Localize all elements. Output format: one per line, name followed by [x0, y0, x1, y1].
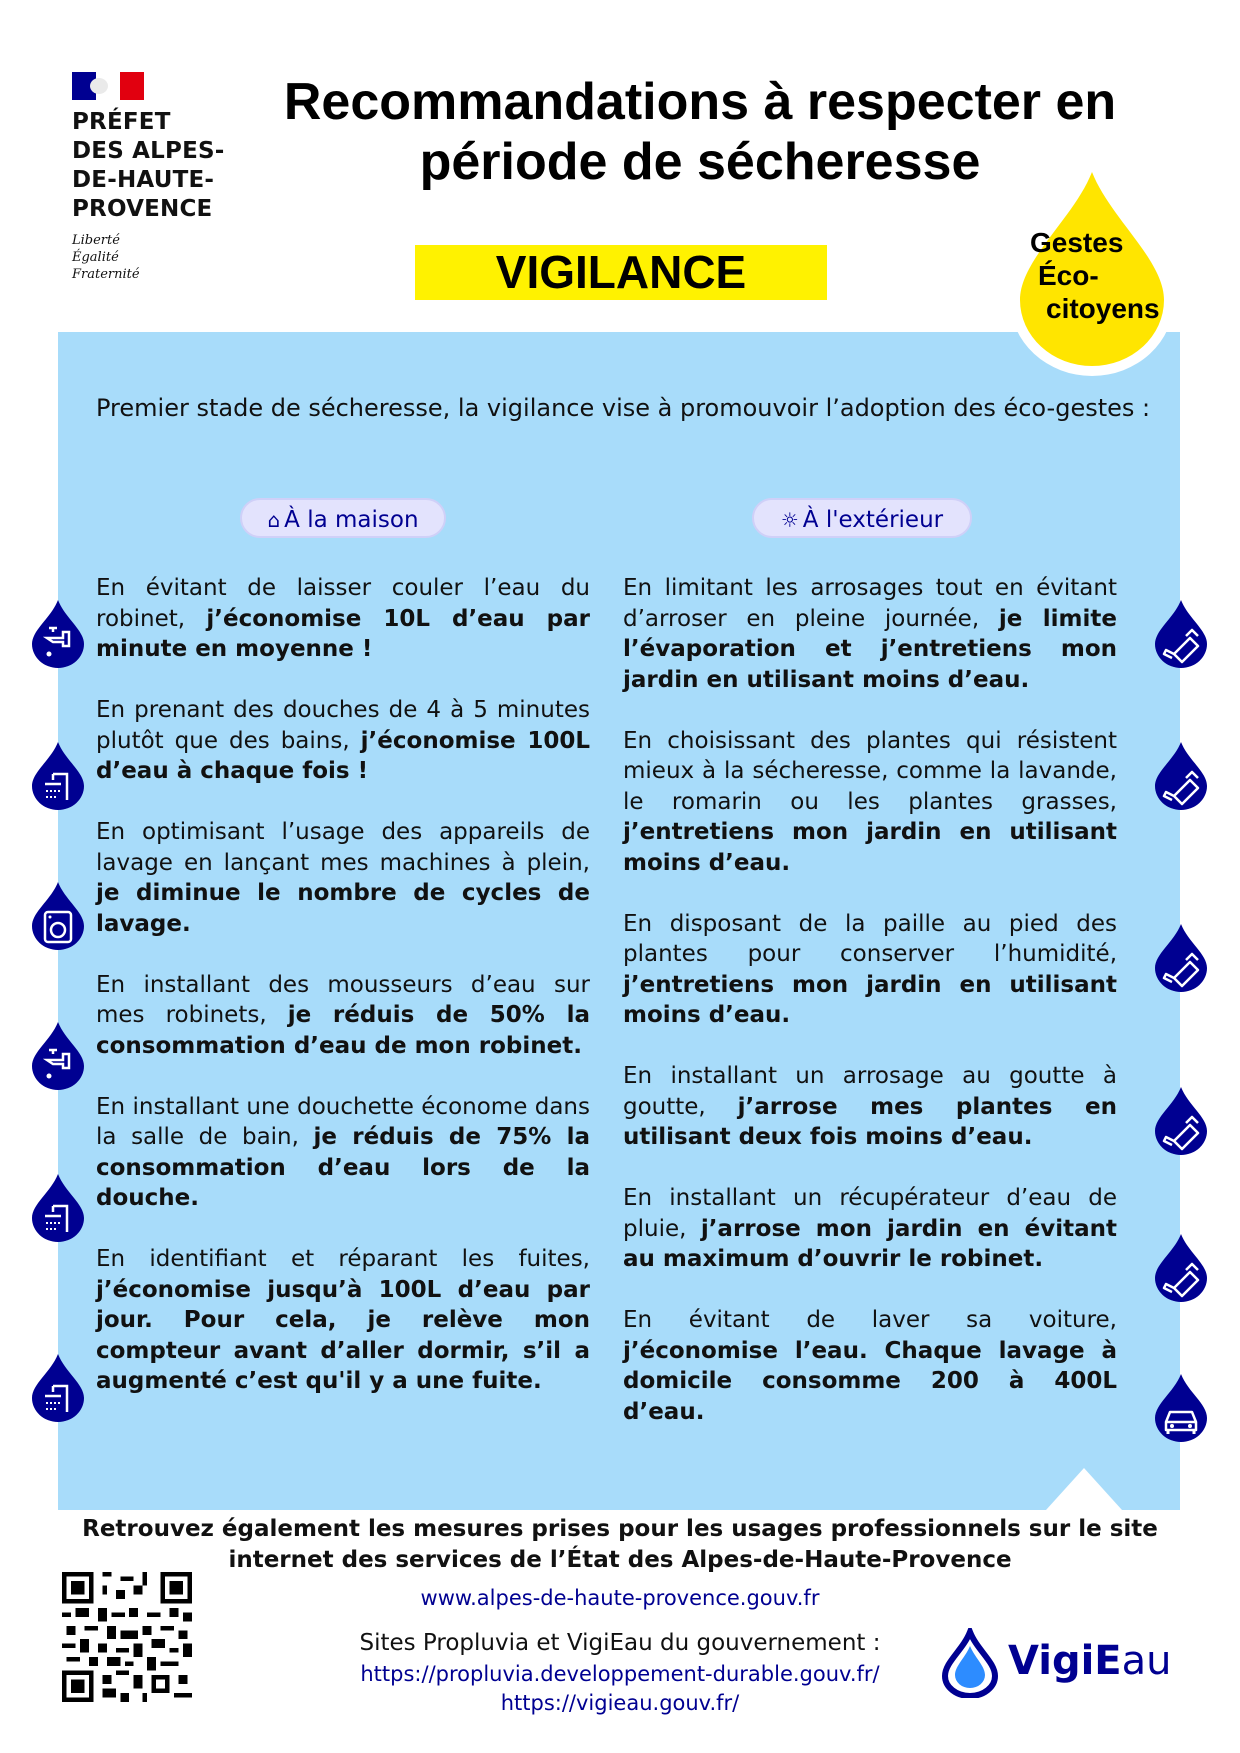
- tap-drop-icon: [29, 1020, 87, 1092]
- government-sites-label: Sites Propluvia et VigiEau du gouvernement :: [359, 1630, 881, 1656]
- tip-benefit: j’économise 10L d’eau par minute en moyenne !: [96, 605, 590, 662]
- tip-benefit: j’entretiens mon jardin en utilisant moins d’eau.: [623, 819, 1117, 876]
- tip-benefit: j’arrose mes plantes en utilisant deux fois moins d’eau.: [623, 1093, 1117, 1150]
- watering-can-drop-icon: [1152, 1085, 1210, 1157]
- watering-can-drop-icon: [1152, 1232, 1210, 1304]
- shower-drop-icon: [29, 740, 87, 812]
- tip-text: En optimisant l’usage des appareils de lavage en lançant mes machines à plein,: [96, 819, 590, 876]
- drop-label-line: Éco-: [1038, 260, 1099, 291]
- vigieau-drop-icon: [935, 1628, 1005, 1698]
- tip-benefit: j’économise l’eau. Chaque lavage à domicile consomme 200 à 400L d’eau.: [623, 1337, 1117, 1425]
- watering-can-drop-icon: [1152, 740, 1210, 812]
- tab-home-label: À la maison: [284, 507, 419, 533]
- eco-gestures-label: [1030, 226, 1180, 325]
- tip-item: [623, 1061, 1117, 1153]
- tip-item: [623, 1183, 1117, 1275]
- marianne-flag-icon: [72, 72, 144, 100]
- watering-can-drop-icon: [1152, 598, 1210, 670]
- washing-machine-drop-icon: [29, 880, 87, 952]
- intro-text: Premier stade de sécheresse, la vigilance vise à promouvoir l’adoption des éco-gestes :: [96, 394, 1151, 422]
- shower-drop-icon: [29, 1172, 87, 1244]
- qr-code-icon: [62, 1572, 192, 1702]
- tip-benefit: j’arrose mon jardin en évitant au maximum d’ouvrir le robinet.: [623, 1215, 1118, 1272]
- tip-benefit: j’entretiens mon jardin en utilisant moins d’eau.: [623, 971, 1117, 1028]
- tab-outside-label: À l'extérieur: [802, 507, 944, 533]
- tip-item: [623, 909, 1117, 1031]
- tip-benefit: je réduis de 75% la consommation d’eau lors de la douche.: [96, 1124, 591, 1211]
- tip-item: [96, 1244, 590, 1397]
- tip-text: En disposant de la paille au pied des plantes pour conserver l’humidité,: [623, 910, 1117, 967]
- tip-item: [623, 573, 1117, 695]
- home-tips-list: [96, 573, 590, 1427]
- tip-item: [96, 695, 590, 787]
- outside-tips-list: [623, 573, 1117, 1458]
- vigieau-wordmark-bold: VigiE: [1008, 1638, 1122, 1684]
- sun-icon: ☼: [780, 508, 799, 532]
- tip-text: En installant un arrosage au goutte à goutte,: [623, 1063, 1117, 1120]
- prefecture-website-link[interactable]: www.alpes-de-haute-provence.gouv.fr: [420, 1586, 820, 1610]
- home-icon: ⌂: [267, 508, 281, 532]
- tip-item: [96, 1092, 590, 1214]
- tip-text: En installant une douchette économe dans la salle de bain,: [96, 1093, 590, 1150]
- tab-home: [240, 498, 446, 538]
- tip-text: En choisissant des plantes qui résistent mieux à la sécheresse, comme la lavande, le romarin ou les plantes grasses,: [623, 727, 1117, 815]
- tip-benefit: je limite l’évaporation et j’entretiens mon jardin en utilisant moins d’eau.: [623, 605, 1117, 693]
- tip-item: [623, 1305, 1117, 1427]
- page-title: Recommandations à respecter en période de sécheresse: [283, 73, 1117, 191]
- tip-benefit: j’économise jusqu’à 100L d’eau par jour. Pour cela, je relève mon compteur avant d’aller dormir, s’il a augmenté c’est qu'il y a une fuite.: [96, 1276, 590, 1394]
- shower-drop-icon: [29, 1352, 87, 1424]
- tip-text: En prenant des douches de 4 à 5 minutes plutôt que des bains,: [96, 697, 590, 754]
- tab-outside: [752, 498, 972, 538]
- drop-label-line: Gestes: [1030, 227, 1124, 258]
- tap-drop-icon: [29, 598, 87, 670]
- republic-motto: Liberté Égalité Fraternité: [72, 233, 140, 282]
- tip-text: En installant des mousseurs d’eau sur mes robinets,: [96, 971, 590, 1028]
- vigieau-link[interactable]: https://vigieau.gouv.fr/: [500, 1691, 740, 1715]
- tip-text: En limitant les arrosages tout en évitant d’arroser en pleine journée,: [623, 575, 1117, 632]
- vigilance-badge: VIGILANCE: [415, 245, 827, 300]
- drop-label-line: citoyens: [1046, 293, 1160, 324]
- tip-text: En évitant de laisser couler l’eau du robinet,: [96, 575, 590, 632]
- car-drop-icon: [1152, 1372, 1210, 1444]
- propluvia-link[interactable]: https://propluvia.developpement-durable.gouv.fr/: [360, 1662, 880, 1686]
- prefecture-name: PRÉFET DES ALPES- DE-HAUTE- PROVENCE: [72, 109, 225, 222]
- professional-uses-note: Retrouvez également les mesures prises pour les usages professionnels sur le site internet des services de l’État des Alpes-de-Haute-Provence: [82, 1516, 1158, 1573]
- tip-benefit: j’économise 100L d’eau à chaque fois !: [96, 727, 590, 784]
- tip-benefit: je réduis de 50% la consommation d’eau de mon robinet.: [96, 1002, 590, 1059]
- vigieau-wordmark-light: au: [1121, 1638, 1172, 1684]
- watering-can-drop-icon: [1152, 922, 1210, 994]
- vigieau-wordmark: [1008, 1636, 1172, 1686]
- tip-item: [96, 817, 590, 939]
- prefecture-logo: [72, 72, 242, 283]
- tip-item: [96, 970, 590, 1062]
- tip-text: En évitant de laver sa voiture,: [623, 1307, 1117, 1333]
- tip-text: En identifiant et réparant les fuites,: [96, 1246, 590, 1272]
- tip-item: [623, 726, 1117, 879]
- panel-notch: [1046, 1468, 1122, 1510]
- tip-text: En installant un récupérateur d’eau de pluie,: [623, 1185, 1117, 1242]
- tip-benefit: je diminue le nombre de cycles de lavage.: [96, 880, 590, 937]
- tip-item: [96, 573, 590, 665]
